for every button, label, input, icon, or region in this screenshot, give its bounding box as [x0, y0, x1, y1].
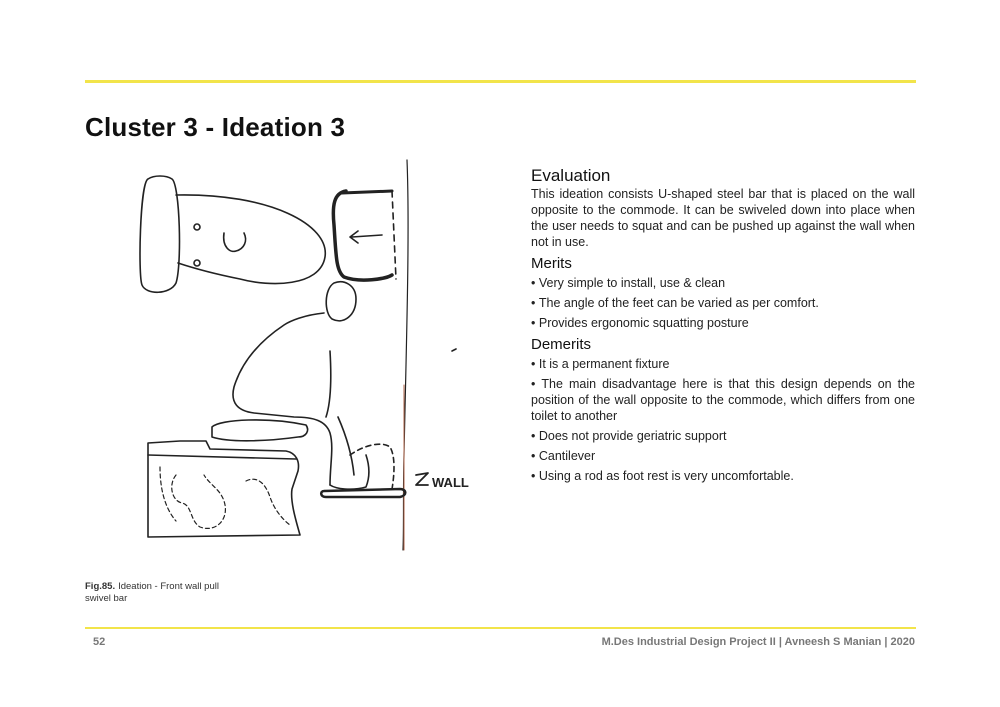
- demerits-heading: Demerits: [531, 336, 592, 353]
- person-head: [326, 282, 356, 321]
- wall-label: WALL: [432, 475, 469, 490]
- trap-dashes-2: [160, 467, 176, 521]
- footer-rule: [85, 627, 916, 629]
- figure-label: Fig.85.: [85, 581, 116, 592]
- bowl-top-view: [176, 195, 325, 284]
- list-item: • The main disadvantage here is that this design depends on the position of the wall opposite to the commode, which differs from one toilet to another: [531, 376, 915, 424]
- merits-list: [531, 275, 915, 331]
- wall-arrow: [416, 473, 428, 485]
- folded-bar-arrow: [350, 231, 382, 243]
- page-number: 52: [93, 636, 106, 648]
- list-item: • It is a permanent fixture: [531, 356, 915, 372]
- list-item: • Provides ergonomic squatting posture: [531, 315, 915, 331]
- evaluation-column: [531, 168, 915, 488]
- list-item: • Using a rod as foot rest is very uncomfortable.: [531, 468, 915, 484]
- list-item: • Does not provide geriatric support: [531, 428, 915, 444]
- page-title: Cluster 3 - Ideation 3: [85, 112, 346, 142]
- list-item: • Cantilever: [531, 448, 915, 464]
- figure-caption: [85, 581, 245, 605]
- bolt-upper: [194, 224, 200, 230]
- deployed-bar: [321, 489, 405, 497]
- footer-credit: M.Des Industrial Design Project II | Avneesh S Manian | 2020: [601, 636, 915, 648]
- list-item: • Very simple to install, use & clean: [531, 275, 915, 291]
- trap-dashes: [172, 475, 226, 528]
- folded-bar-top: [342, 191, 392, 193]
- folded-bar-hinge: [392, 191, 396, 279]
- toilet-sketch-icon: [120, 155, 480, 555]
- person-foot: [330, 455, 369, 489]
- merits-heading: Merits: [531, 255, 572, 272]
- evaluation-heading: Evaluation: [531, 166, 611, 185]
- tank-top-view: [140, 176, 179, 292]
- figure-caption-text: Ideation - Front wall pull swivel bar: [85, 581, 219, 604]
- evaluation-body: This ideation consists U-shaped steel bar that is placed on the wall opposite to the commode. It can be swiveled down into place when the user needs to squat and can be pushed up against the wall when not in use.: [531, 187, 915, 249]
- thigh: [212, 420, 308, 441]
- swivel-arc: [350, 444, 394, 489]
- demerits-list: [531, 356, 915, 484]
- header-rule: [85, 80, 916, 83]
- toilet-seat-line: [148, 455, 296, 459]
- bolt-lower: [194, 260, 200, 266]
- stray-mark: [452, 349, 456, 351]
- trap-dashes-3: [246, 479, 290, 525]
- bowl-hole: [224, 233, 246, 251]
- list-item: • The angle of the feet can be varied as per comfort.: [531, 295, 915, 311]
- person-arm: [326, 351, 354, 475]
